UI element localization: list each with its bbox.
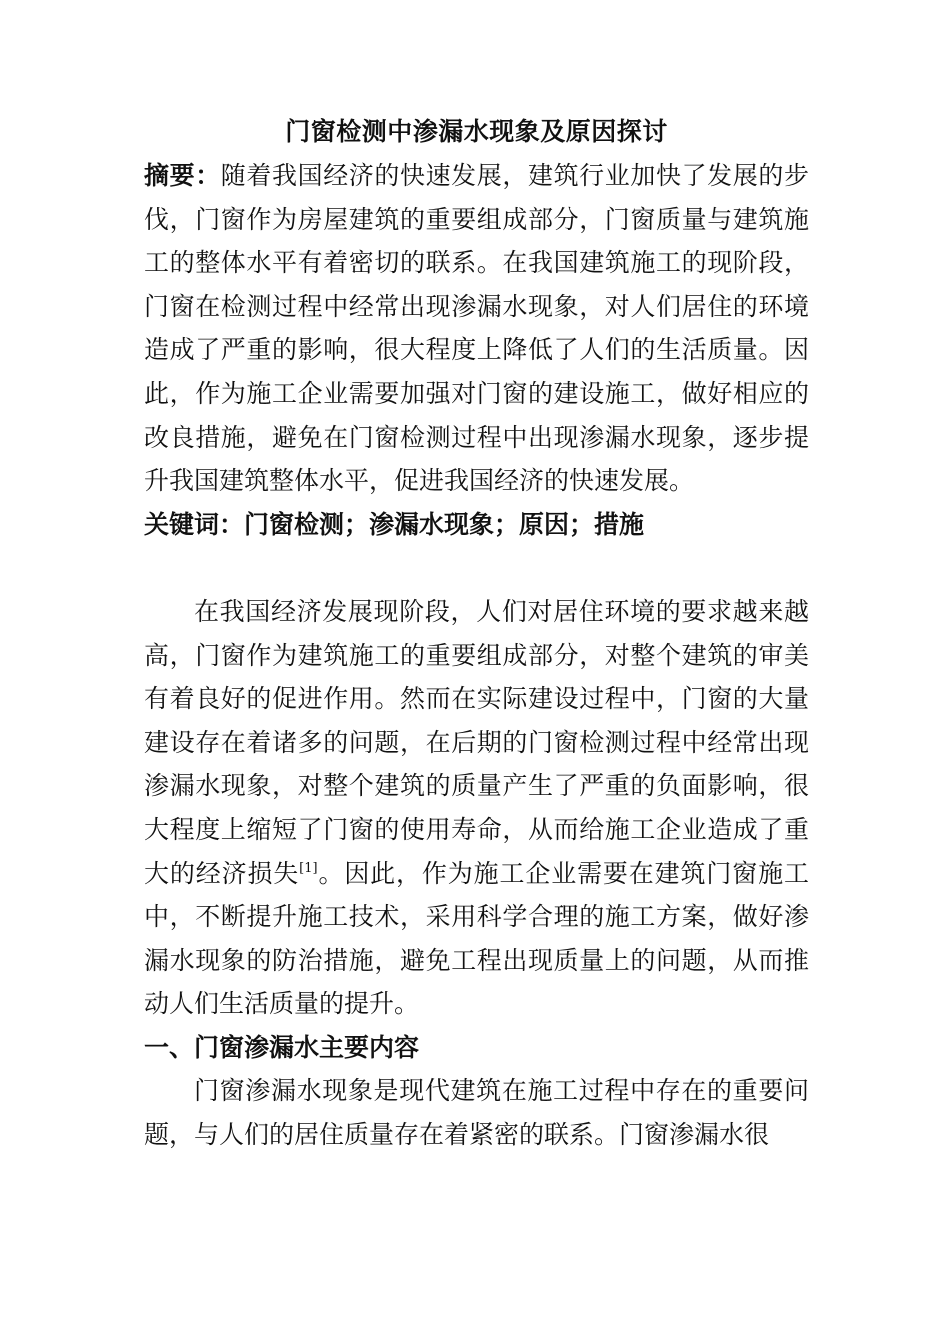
section-paragraph: 门窗渗漏水现象是现代建筑在施工过程中存在的重要问题，与人们的居住质量存在着紧密的联系。门窗渗漏水很 (144, 1076, 809, 1150)
document-body (144, 110, 809, 1157)
abstract-label: 摘要： (144, 161, 221, 190)
document-title: 门窗检测中渗漏水现象及原因探讨 (285, 117, 668, 146)
intro-text: 在我国经济发展现阶段，人们对居住环境的要求越来越高，门窗作为建筑施工的重要组成部分，对整个建筑的审美有着良好的促进作用。然而在实际建设过程中，门窗的大量建设存在着诸多的问题，在后期的门窗检测过程中经常出现渗漏水现象，对整个建筑的质量产生了严重的负面影响，很大程度上缩短了门窗的使用寿命，从而给施工企业造成了重大的经济损失 (144, 596, 809, 888)
intro-paragraph (144, 590, 809, 1026)
abstract-text: 随着我国经济的快速发展，建筑行业加快了发展的步伐，门窗作为房屋建筑的重要组成部分，门窗质量与建筑施工的整体水平有着密切的联系。在我国建筑施工的现阶段，门窗在检测过程中经常出现渗漏水现象，对人们居住的环境造成了严重的影响，很大程度上降低了人们的生活质量。因此，作为施工企业需要加强对门窗的建设施工，做好相应的改良措施，避免在门窗检测过程中出现渗漏水现象，逐步提升我国建筑整体水平，促进我国经济的快速发展。 (144, 161, 809, 496)
keywords-paragraph (144, 503, 809, 547)
intro-text-continued: 。因此，作为施工企业需要在建筑门窗施工中，不断提升施工技术，采用科学合理的施工方案，做好渗漏水现象的防治措施，避免工程出现质量上的问题，从而推动人们生活质量的提升。 (144, 858, 809, 1019)
section-heading: 一、门窗渗漏水主要内容 (144, 1032, 420, 1062)
blank-line (144, 546, 809, 590)
abstract-paragraph (144, 154, 809, 503)
keywords-label: 关键词： (144, 509, 245, 539)
keywords-text: 门窗检测；渗漏水现象；原因；措施 (244, 509, 645, 539)
citation-reference: [1] (299, 860, 318, 876)
